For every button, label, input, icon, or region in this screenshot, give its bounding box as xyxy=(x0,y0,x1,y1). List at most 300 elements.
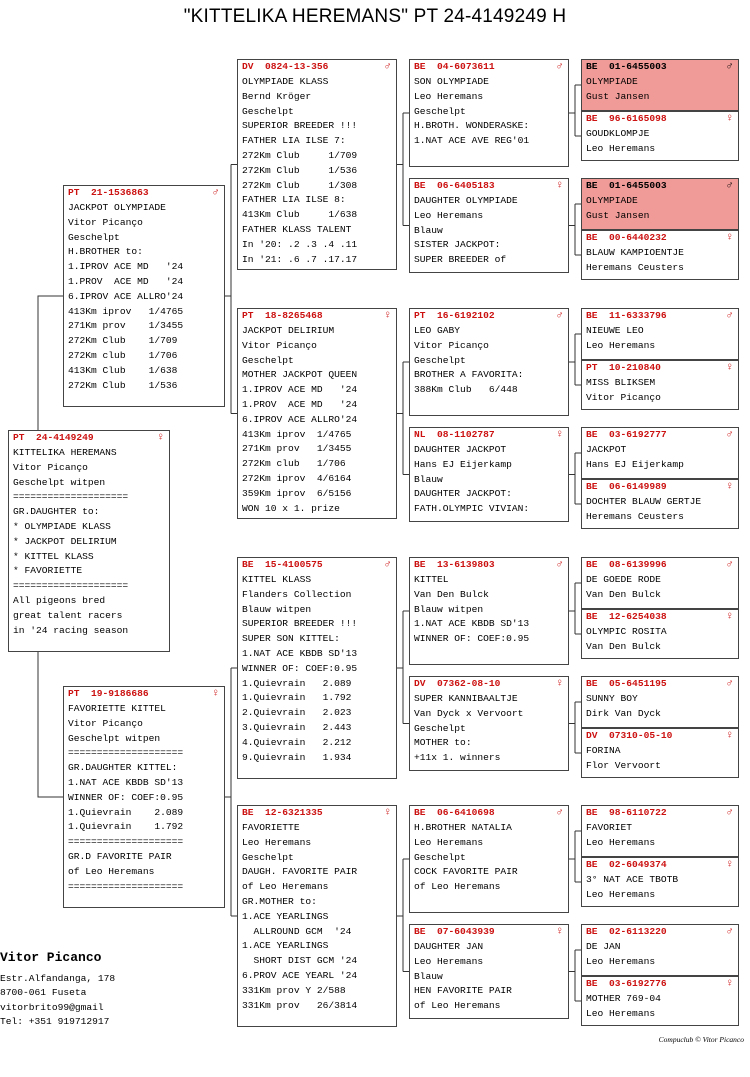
card-header xyxy=(64,186,224,201)
male-symbol-icon: ♂ xyxy=(556,310,563,322)
card-line: H.BROTH. WONDERASKE: xyxy=(414,120,530,132)
card-header xyxy=(9,431,169,446)
male-symbol-icon: ♂ xyxy=(384,61,391,73)
card-header xyxy=(410,309,568,324)
card-line: In '20: .2 .3 .4 .11 xyxy=(242,238,358,250)
ring-number: PT 24-4149249 xyxy=(13,432,94,443)
breeder-phone: Tel: +351 919712917 xyxy=(0,1016,110,1028)
ring-number: BE 01-6455003 xyxy=(586,180,667,191)
card-line: Van Den Bulck xyxy=(414,588,489,600)
card-line: 6.IPROV ACE ALLRO'24 xyxy=(242,413,358,425)
card-line: 1.Quievrain 2.089 xyxy=(68,806,184,818)
connector-dam xyxy=(225,668,237,916)
connector-sd xyxy=(397,362,409,475)
card-line: 388Km Club 6/448 xyxy=(414,384,518,396)
pedigree-card-g16 xyxy=(581,976,739,1026)
card-line: 6.PROV ACE YEARL '24 xyxy=(242,969,358,981)
connector-sdd xyxy=(569,453,581,504)
ring-number: PT 18-8265468 xyxy=(242,310,323,321)
card-line: FATH.OLYMPIC VIVIAN: xyxy=(414,503,530,515)
card-header xyxy=(582,309,738,324)
card-line: Geschelpt xyxy=(414,354,466,366)
card-line: 413Km iprov 1/4765 xyxy=(68,305,184,317)
card-line: Vitor Picanço xyxy=(586,391,661,403)
pedigree-card-g15 xyxy=(581,924,739,976)
card-line: DAUGHTER JACKPOT xyxy=(414,444,507,455)
card-line: In '21: .6 .7 .17.17 xyxy=(242,253,358,265)
card-line: GR.DAUGHTER to: xyxy=(13,506,100,518)
card-line: Flor Vervoort xyxy=(586,759,661,771)
ring-number: PT 10-210840 xyxy=(586,362,661,373)
card-line: GR.DAUGHTER KITTEL: xyxy=(68,762,178,774)
card-line: ALLROUND GCM '24 xyxy=(242,925,352,937)
card-line: SUPERIOR BREEDER !!! xyxy=(242,618,358,630)
card-line: Leo Heremans xyxy=(586,339,656,351)
card-line: JACKPOT xyxy=(586,444,627,455)
card-line: of Leo Heremans xyxy=(242,881,329,893)
card-header xyxy=(238,309,396,324)
card-line: HEN FAVORITE PAIR xyxy=(414,985,512,997)
card-line: WINNER OF: COEF:0.95 xyxy=(414,633,530,645)
pedigree-card-g8 xyxy=(581,479,739,529)
connector-dss xyxy=(569,583,581,634)
female-symbol-icon: ♀ xyxy=(726,362,733,374)
card-line: Bernd Kröger xyxy=(242,90,312,102)
card-line: Geschelpt xyxy=(242,851,294,863)
card-line: Leo Heremans xyxy=(586,1007,656,1019)
card-line: Geschelpt witpen xyxy=(68,732,161,744)
card-line: OLYMPIADE KLASS xyxy=(242,76,329,87)
female-symbol-icon: ♀ xyxy=(726,113,733,125)
connector-ddd xyxy=(569,950,581,1001)
card-header xyxy=(410,806,568,821)
pedigree-card-dd xyxy=(237,805,397,1027)
card-line: JACKPOT DELIRIUM xyxy=(242,325,335,336)
card-line: LEO GABY xyxy=(414,325,461,336)
ring-number: BE 96-6165098 xyxy=(586,113,667,124)
card-line: OLYMPIC ROSITA xyxy=(586,626,667,637)
card-line: Blauw xyxy=(414,473,443,485)
card-line: Heremans Ceusters xyxy=(586,510,684,522)
card-line: Vitor Picanço xyxy=(242,339,317,351)
card-line: SISTER JACKPOT: xyxy=(414,239,501,251)
card-line: 1.IPROV ACE MD '24 xyxy=(242,384,358,396)
card-line: 359Km iprov 6/5156 xyxy=(242,487,352,499)
card-line: +11x 1. winners xyxy=(414,752,501,764)
ring-number: BE 12-6321335 xyxy=(242,807,323,818)
card-header xyxy=(582,806,738,821)
connector-dd xyxy=(397,859,409,972)
card-header xyxy=(582,480,738,495)
female-symbol-icon: ♀ xyxy=(556,180,563,192)
card-line: 2.Quievrain 2.023 xyxy=(242,707,352,719)
male-symbol-icon: ♂ xyxy=(726,429,733,441)
card-line: 272Km Club 1/709 xyxy=(68,335,178,347)
male-symbol-icon: ♂ xyxy=(212,187,219,199)
card-line: 272Km Club 1/536 xyxy=(242,164,358,176)
card-line: * JACKPOT DELIRIUM xyxy=(13,535,117,547)
card-header xyxy=(582,231,738,246)
card-line: FATHER LIA ILSE 8: xyxy=(242,194,346,206)
male-symbol-icon: ♂ xyxy=(726,61,733,73)
ring-number: BE 05-6451195 xyxy=(586,678,667,689)
pedigree-card-dsd xyxy=(409,676,569,771)
male-symbol-icon: ♂ xyxy=(556,807,563,819)
card-line: 1.PROV ACE MD '24 xyxy=(242,398,358,410)
card-line: 1.Quievrain 1.792 xyxy=(242,692,352,704)
card-line: 272Km Club 1/536 xyxy=(68,379,178,391)
card-line: ==================== xyxy=(68,747,184,759)
female-symbol-icon: ♀ xyxy=(212,688,219,700)
male-symbol-icon: ♂ xyxy=(556,61,563,73)
female-symbol-icon: ♀ xyxy=(726,232,733,244)
card-line: FAVORIETTE KITTEL xyxy=(68,703,166,714)
card-line: MOTHER 769-04 xyxy=(586,993,661,1004)
card-header xyxy=(582,428,738,443)
card-line: Vitor Picanço xyxy=(68,216,143,228)
card-line: Gust Jansen xyxy=(586,90,734,105)
card-line: ==================== xyxy=(68,880,184,892)
card-line: DOCHTER BLAUW GERTJE xyxy=(586,496,702,507)
female-symbol-icon: ♀ xyxy=(726,481,733,493)
card-line: SUPER SON KITTEL: xyxy=(242,633,340,645)
card-line: KITTEL KLASS xyxy=(242,574,312,585)
card-line: Leo Heremans xyxy=(586,888,656,900)
ring-number: BE 06-6410698 xyxy=(414,807,495,818)
card-header xyxy=(582,858,738,873)
ring-number: BE 02-6113220 xyxy=(586,926,667,937)
breeder-postcode: 8700-061 Fuseta xyxy=(0,987,87,999)
connector-sds xyxy=(569,334,581,385)
card-line: JACKPOT OLYMPIADE xyxy=(68,202,166,213)
card-line: Hans EJ Eijerkamp xyxy=(586,458,684,470)
card-line: Geschelpt witpen xyxy=(13,476,106,488)
card-line: 3.Quievrain 2.443 xyxy=(242,721,352,733)
card-line: Van Dyck x Vervoort xyxy=(414,707,524,719)
connector-ds xyxy=(397,611,409,724)
ring-number: NL 08-1102787 xyxy=(414,429,495,440)
card-line: 272Km iprov 4/6164 xyxy=(242,472,352,484)
card-line: Leo Heremans xyxy=(242,836,312,848)
pedigree-card-g2 xyxy=(581,111,739,161)
breeder-name: Vitor Picanco xyxy=(0,950,102,965)
card-line: Heremans Ceusters xyxy=(586,261,684,273)
ring-number: BE 12-6254038 xyxy=(586,611,667,622)
card-line: Leo Heremans xyxy=(414,209,484,221)
card-line: of Leo Heremans xyxy=(414,881,501,893)
pedigree-card-subject xyxy=(8,430,170,652)
card-line: KITTELIKA HEREMANS xyxy=(13,447,117,458)
card-line: DAUGHTER JACKPOT: xyxy=(414,488,512,500)
card-header xyxy=(582,677,738,692)
pedigree-card-dds xyxy=(409,805,569,913)
card-line: GOUDKLOMPJE xyxy=(586,128,650,139)
card-header xyxy=(582,977,738,992)
card-header xyxy=(410,925,568,940)
female-symbol-icon: ♀ xyxy=(157,432,164,444)
card-line: Leo Heremans xyxy=(414,836,484,848)
card-header xyxy=(410,179,568,194)
card-header xyxy=(410,558,568,573)
ring-number: BE 03-6192776 xyxy=(586,978,667,989)
card-line: FATHER KLASS TALENT xyxy=(242,223,352,235)
card-line: H.BROTHER to: xyxy=(68,246,143,258)
card-line: Geschelpt xyxy=(414,105,466,117)
card-header xyxy=(582,925,738,940)
ring-number: BE 07-6043939 xyxy=(414,926,495,937)
card-header xyxy=(238,60,396,75)
female-symbol-icon: ♀ xyxy=(556,429,563,441)
ring-number: BE 15-4100575 xyxy=(242,559,323,570)
card-line: ==================== xyxy=(13,580,129,592)
card-line: great talent racers xyxy=(13,609,123,621)
card-header xyxy=(410,60,568,75)
ring-number: PT 16-6192102 xyxy=(414,310,495,321)
ring-number: BE 03-6192777 xyxy=(586,429,667,440)
female-symbol-icon: ♀ xyxy=(726,978,733,990)
card-header xyxy=(582,729,738,744)
card-line: 9.Quievrain 1.934 xyxy=(242,751,352,763)
male-symbol-icon: ♂ xyxy=(726,807,733,819)
ring-number: BE 02-6049374 xyxy=(586,859,667,870)
card-line: 1.IPROV ACE MD '24 xyxy=(68,261,184,273)
card-header xyxy=(64,687,224,702)
connector-dds xyxy=(569,831,581,882)
card-line: 413Km iprov 1/4765 xyxy=(242,428,352,440)
card-line: 413Km Club 1/638 xyxy=(68,364,178,376)
card-line: H.BROTHER NATALIA xyxy=(414,822,512,833)
connector-sss xyxy=(569,85,581,136)
card-line: 3° NAT ACE TBOTB xyxy=(586,874,679,885)
card-line: SUPERIOR BREEDER !!! xyxy=(242,120,358,132)
card-header xyxy=(582,361,738,376)
card-line: NIEUWE LEO xyxy=(586,325,644,336)
card-line: GR.D FAVORITE PAIR xyxy=(68,850,172,862)
ring-number: BE 11-6333796 xyxy=(586,310,667,321)
card-line: 271Km prov 1/3455 xyxy=(242,443,352,455)
card-line: 1.Quievrain 2.089 xyxy=(242,677,352,689)
card-line: 1.ACE YEARLINGS xyxy=(242,910,329,922)
card-line: DAUGHTER OLYMPIADE xyxy=(414,195,518,206)
card-line: SUPER BREEDER of xyxy=(414,254,507,266)
card-line: DE GOEDE RODE xyxy=(586,574,661,585)
pedigree-card-ds xyxy=(237,557,397,779)
card-line: Leo Heremans xyxy=(586,955,656,967)
card-line: Vitor Picanço xyxy=(13,461,88,473)
card-line: FAVORIET xyxy=(586,822,633,833)
card-line: of Leo Heremans xyxy=(68,865,155,877)
card-line: 1.NAT ACE KBDB SD'13 xyxy=(242,647,358,659)
card-header xyxy=(582,179,738,194)
female-symbol-icon: ♀ xyxy=(726,859,733,871)
card-line: 272Km Club 1/308 xyxy=(242,179,358,191)
pedigree-card-g4 xyxy=(581,230,739,280)
card-line: SON OLYMPIADE xyxy=(414,76,489,87)
card-line: FAVORIETTE xyxy=(242,822,300,833)
pedigree-card-g14 xyxy=(581,857,739,907)
ring-number: BE 98-6110722 xyxy=(586,807,667,818)
card-header xyxy=(582,558,738,573)
card-line: 1.ACE YEARLINGS xyxy=(242,940,329,952)
pedigree-card-g12 xyxy=(581,728,739,778)
male-symbol-icon: ♂ xyxy=(726,310,733,322)
card-line: in '24 racing season xyxy=(13,624,129,636)
card-line: DE JAN xyxy=(586,941,621,952)
card-line: OLYMPIADE xyxy=(586,75,734,90)
card-line: All pigeons bred xyxy=(13,594,106,606)
card-line: 271Km prov 1/3455 xyxy=(68,320,184,332)
female-symbol-icon: ♀ xyxy=(384,310,391,322)
card-line: WINNER OF: COEF:0.95 xyxy=(68,791,184,803)
card-line: Blauw witpen xyxy=(414,603,484,615)
card-line: Leo Heremans xyxy=(586,836,656,848)
card-line: COCK FAVORITE PAIR xyxy=(414,866,518,878)
card-line: SHORT DIST GCM '24 xyxy=(242,955,358,967)
ring-number: PT 19-9186686 xyxy=(68,688,149,699)
card-line: Blauw xyxy=(414,970,443,982)
card-line: * OLYMPIADE KLASS xyxy=(13,520,111,532)
card-line: Van Den Bulck xyxy=(586,588,661,600)
ring-number: BE 06-6149989 xyxy=(586,481,667,492)
ring-number: BE 01-6455003 xyxy=(586,61,667,72)
card-line: 1.NAT ACE KBDB SD'13 xyxy=(68,776,184,788)
card-line: DAUGHTER JAN xyxy=(414,941,484,952)
female-symbol-icon: ♀ xyxy=(384,807,391,819)
card-line: of Leo Heremans xyxy=(414,1000,501,1012)
ring-number: DV 0824-13-356 xyxy=(242,61,329,72)
card-line: 4.Quievrain 2.212 xyxy=(242,736,352,748)
card-header xyxy=(582,60,738,75)
card-line: BROTHER A FAVORITA: xyxy=(414,369,524,381)
ring-number: DV 07362-08-10 xyxy=(414,678,501,689)
male-symbol-icon: ♂ xyxy=(556,559,563,571)
male-symbol-icon: ♂ xyxy=(726,180,733,192)
male-symbol-icon: ♂ xyxy=(726,926,733,938)
ring-number: BE 13-6139803 xyxy=(414,559,495,570)
card-line: KITTEL xyxy=(414,574,449,585)
card-line: Geschelpt xyxy=(242,105,294,117)
card-line: Hans EJ Eijerkamp xyxy=(414,458,512,470)
ring-number: BE 00-6440232 xyxy=(586,232,667,243)
pedigree-card-sd xyxy=(237,308,397,519)
female-symbol-icon: ♀ xyxy=(726,730,733,742)
ring-number: BE 06-6405183 xyxy=(414,180,495,191)
pedigree-card-dss xyxy=(409,557,569,665)
male-symbol-icon: ♂ xyxy=(384,559,391,571)
card-line: BLAUW KAMPIOENTJE xyxy=(586,247,684,258)
card-line: FORINA xyxy=(586,745,621,756)
card-line: SUPER KANNIBAALTJE xyxy=(414,693,518,704)
ring-number: DV 07310-05-10 xyxy=(586,730,673,741)
connector-ssd xyxy=(569,204,581,255)
female-symbol-icon: ♀ xyxy=(556,926,563,938)
card-line: OLYMPIADE xyxy=(586,194,734,209)
page-title: "KITTELIKA HEREMANS" PT 24-4149249 H xyxy=(183,6,567,27)
card-line: Geschelpt xyxy=(242,354,294,366)
card-line: Blauw xyxy=(414,224,443,236)
card-line: GR.MOTHER to: xyxy=(242,895,317,907)
card-line: Leo Heremans xyxy=(586,142,656,154)
card-line: WINNER OF: COEF:0.95 xyxy=(242,662,358,674)
card-line: 1.PROV ACE MD '24 xyxy=(68,275,184,287)
card-line: Flanders Collection xyxy=(242,588,352,600)
card-line: WON 10 x 1. prize xyxy=(242,502,340,514)
card-line: 272Km Club 1/709 xyxy=(242,149,358,161)
connector-dsd xyxy=(569,702,581,753)
card-header xyxy=(410,428,568,443)
card-line: 1.Quievrain 1.792 xyxy=(68,821,184,833)
card-line: Leo Heremans xyxy=(414,955,484,967)
card-header xyxy=(410,677,568,692)
card-line: * KITTEL KLASS xyxy=(13,550,94,562)
pedigree-card-g3 xyxy=(581,178,739,230)
card-line: ==================== xyxy=(68,836,184,848)
breeder-info xyxy=(0,950,115,1030)
pedigree-card-sss xyxy=(409,59,569,167)
pedigree-card-dam xyxy=(63,686,225,908)
pedigree-card-sds xyxy=(409,308,569,416)
card-line: 272Km club 1/706 xyxy=(242,458,346,470)
card-line: MOTHER JACKPOT QUEEN xyxy=(242,369,358,381)
male-symbol-icon: ♂ xyxy=(726,678,733,690)
card-line: Vitor Picanço xyxy=(414,339,489,351)
pedigree-card-ss xyxy=(237,59,397,270)
pedigree-card-g5 xyxy=(581,308,739,360)
pedigree-card-g6 xyxy=(581,360,739,410)
pedigree-card-g1 xyxy=(581,59,739,111)
card-line: Geschelpt xyxy=(68,231,120,243)
card-header xyxy=(238,806,396,821)
pedigree-card-g9 xyxy=(581,557,739,609)
card-header xyxy=(238,558,396,573)
card-line: * FAVORIETTE xyxy=(13,565,83,577)
card-line: MISS BLIKSEM xyxy=(586,377,656,388)
card-line: Van Den Bulck xyxy=(586,640,661,652)
card-header xyxy=(582,112,738,127)
breeder-address: Estr.Alfandanga, 178 xyxy=(0,973,116,984)
male-symbol-icon: ♂ xyxy=(726,559,733,571)
pedigree-card-sdd xyxy=(409,427,569,522)
card-line: Dirk Van Dyck xyxy=(586,707,661,719)
ring-number: BE 08-6139996 xyxy=(586,559,667,570)
card-line: 6.IPROV ACE ALLRO'24 xyxy=(68,290,184,302)
female-symbol-icon: ♀ xyxy=(726,611,733,623)
card-line: 1.NAT ACE AVE REG'01 xyxy=(414,135,530,147)
card-line: MOTHER to: xyxy=(414,737,472,749)
pedigree-card-g10 xyxy=(581,609,739,659)
card-line: Gust Jansen xyxy=(586,209,734,224)
card-line: FATHER LIA ILSE 7: xyxy=(242,135,346,147)
breeder-email: vitorbrito99@gmail xyxy=(0,1001,104,1013)
ring-number: BE 04-6073611 xyxy=(414,61,495,72)
card-line: Blauw witpen xyxy=(242,603,312,615)
card-line: DAUGH. FAVORITE PAIR xyxy=(242,866,358,878)
connector-ss xyxy=(397,113,409,226)
card-line: Geschelpt xyxy=(414,851,466,863)
card-line: 272Km club 1/706 xyxy=(68,349,178,361)
pedigree-card-sire xyxy=(63,185,225,407)
pedigree-card-g13 xyxy=(581,805,739,857)
card-line: 331Km prov 26/3814 xyxy=(242,999,358,1011)
pedigree-card-g11 xyxy=(581,676,739,728)
card-line: Vitor Picanço xyxy=(68,717,143,729)
footer-credit: Compuclub © Vitor Picanco xyxy=(658,1035,744,1044)
card-header xyxy=(582,610,738,625)
female-symbol-icon: ♀ xyxy=(556,678,563,690)
card-line: 413Km Club 1/638 xyxy=(242,209,358,221)
card-line: Leo Heremans xyxy=(414,90,484,102)
connector-sire xyxy=(225,165,237,414)
